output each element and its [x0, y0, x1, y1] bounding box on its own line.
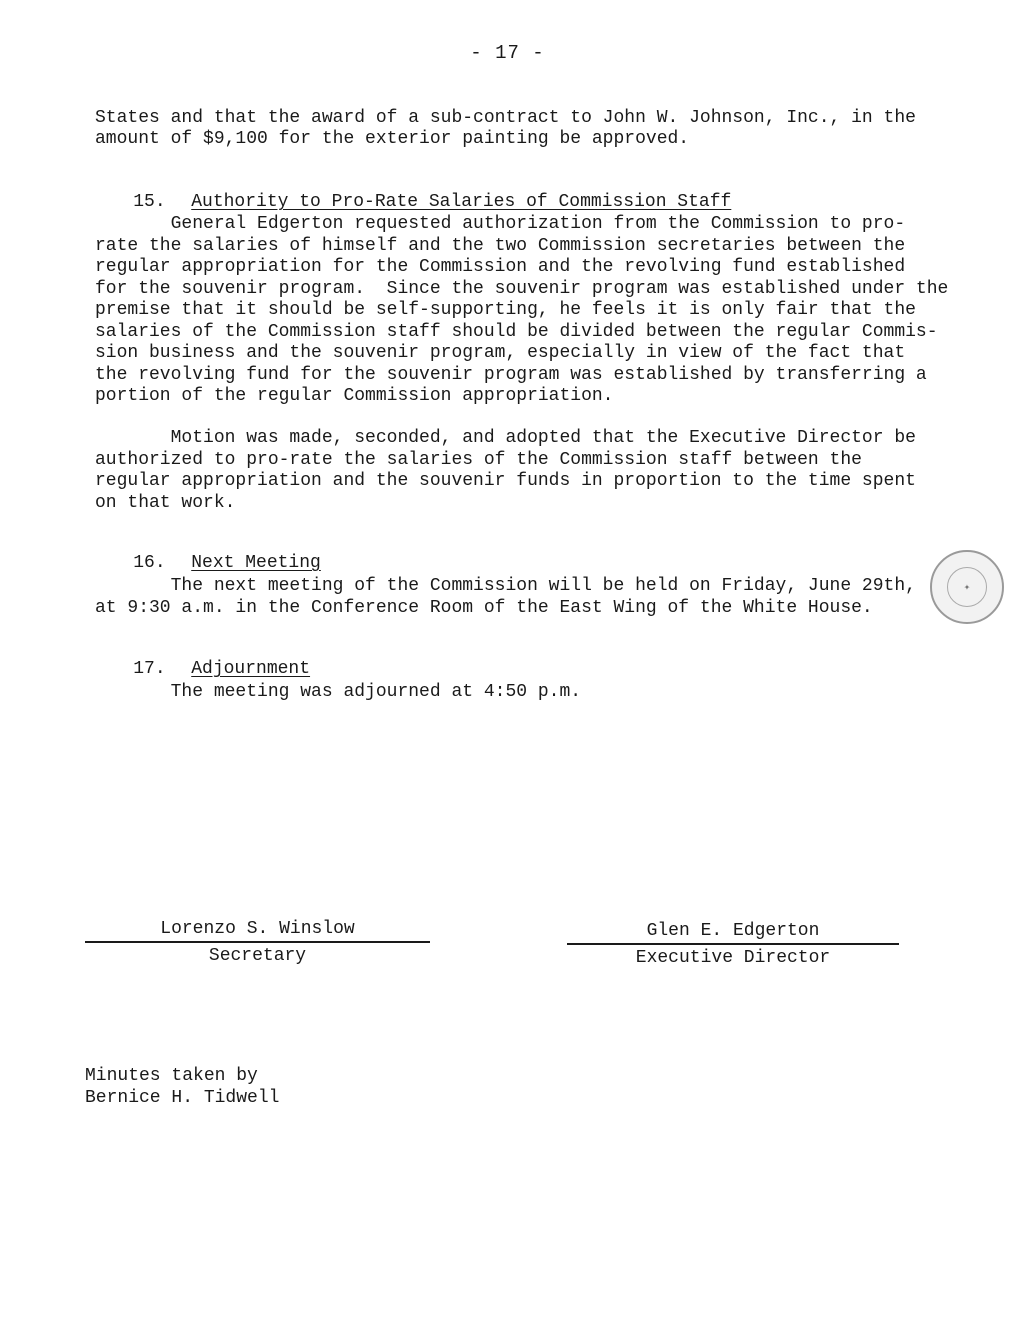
paragraph-line: The next meeting of the Commission will be held on Friday, June 29th, [95, 576, 916, 596]
signature-rule [567, 943, 899, 945]
paragraph-line: authorized to pro-rate the salaries of the Commission staff between the [95, 449, 862, 470]
paragraph-line: the revolving fund for the souvenir program was established by transferring a [95, 364, 927, 385]
section-number: 15. [133, 192, 166, 212]
signature-secretary [85, 918, 430, 967]
paragraph-line: premise that it should be self-supporting, he feels it is only fair that the [95, 300, 916, 320]
paragraph-line: sion business and the souvenir program, especially in view of the fact that [95, 343, 906, 363]
paragraph-line: at 9:30 a.m. in the Conference Room of the East Wing of the White House. [95, 597, 873, 618]
intro-line: States and that the award of a sub-contract to John W. Johnson, Inc., in the [95, 108, 916, 128]
section-title: Adjournment [191, 659, 311, 679]
section-number: 17. [133, 659, 166, 679]
paragraph-line: salaries of the Commission staff should be divided between the regular Commis- [95, 321, 938, 342]
paragraph-line: rate the salaries of himself and the two Commission secretaries between the [95, 235, 906, 256]
seal-inner-ring: ✦ [947, 567, 987, 607]
signature-name: Lorenzo S. Winslow [160, 919, 355, 939]
signature-rule [85, 941, 430, 943]
section-title: Authority to Pro-Rate Salaries of Commission Staff [191, 192, 732, 212]
minutes-label: Minutes taken by [85, 1066, 258, 1086]
signature-title: Executive Director [635, 948, 831, 968]
signature-executive-director [567, 920, 899, 969]
intro-line: amount of $9,100 for the exterior painting be approved. [95, 129, 690, 149]
section-number: 16. [133, 553, 166, 573]
paragraph-line: regular appropriation for the Commission and the revolving fund established [95, 257, 906, 277]
paragraph-line: Motion was made, seconded, and adopted that the Executive Director be [95, 428, 916, 448]
paragraph-line: The meeting was adjourned at 4:50 p.m. [95, 682, 582, 702]
paragraph-line: regular appropriation and the souvenir funds in proportion to the time spent [95, 471, 916, 491]
paragraph-line: portion of the regular Commission appropriation. [95, 386, 614, 406]
section-title: Next Meeting [191, 553, 321, 573]
signature-name: Glen E. Edgerton [646, 921, 820, 941]
minutes-recorder: Bernice H. Tidwell [85, 1088, 280, 1108]
paragraph-line: General Edgerton requested authorization from the Commission to pro- [95, 214, 906, 234]
signature-title: Secretary [208, 946, 307, 966]
page-number: - 17 - [470, 42, 545, 64]
paragraph-line: for the souvenir program. Since the souvenir program was established under the [95, 278, 949, 299]
minutes-taken [85, 1065, 279, 1109]
paragraph-line: on that work. [95, 492, 236, 513]
archive-seal-stamp [930, 550, 1004, 624]
